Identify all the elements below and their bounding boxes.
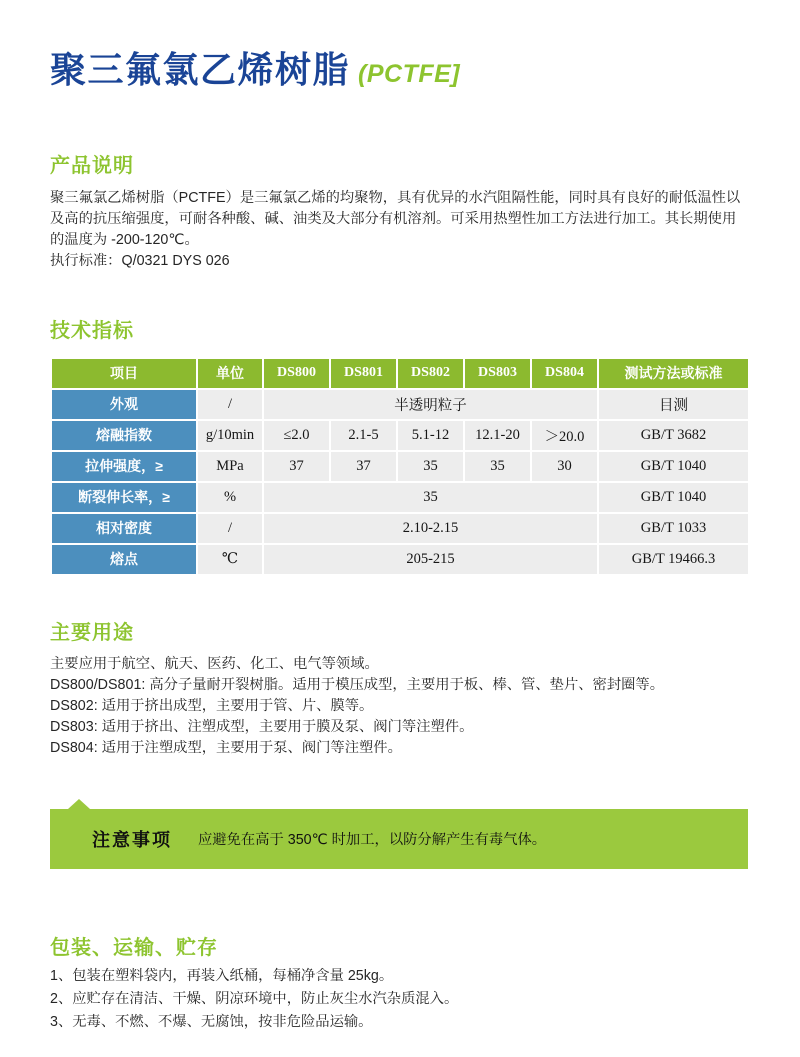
section-description [50, 153, 750, 272]
row-label: 相对密度 [51, 513, 197, 544]
col-header-ds800: DS800 [263, 358, 330, 389]
table-row-tensile [51, 451, 749, 482]
row-label: 外观 [51, 389, 197, 420]
uses-list [50, 654, 750, 759]
col-header-ds802: DS802 [397, 358, 464, 389]
row-label: 断裂伸长率，≥ [51, 482, 197, 513]
col-header-ds804: DS804 [531, 358, 598, 389]
specs-table [50, 357, 750, 576]
uses-line: DS802: 适用于挤出成型，主要用于管、片、膜等。 [50, 697, 374, 714]
col-header-ds803: DS803 [464, 358, 531, 389]
cell-method: GB/T 1040 [598, 451, 749, 482]
cell-unit: / [197, 513, 263, 544]
cell-ds804: 30 [531, 451, 598, 482]
col-header-ds801: DS801 [330, 358, 397, 389]
uses-heading: 主要用途 [50, 621, 134, 644]
description-standard: 执行标准：Q/0321 DYS 026 [50, 252, 230, 269]
cell-value-span: 35 [263, 482, 598, 513]
packaging-heading: 包装、运输、贮存 [50, 936, 218, 959]
page-title-suffix: (PCTFE] [358, 60, 461, 88]
cell-value-span: 205-215 [263, 544, 598, 575]
cell-unit: % [197, 482, 263, 513]
table-row-melt-index [51, 420, 749, 451]
col-header-method: 测试方法或标准 [598, 358, 749, 389]
table-row-appearance [51, 389, 749, 420]
table-row-melting-point [51, 544, 749, 575]
description-body: 聚三氟氯乙烯树脂（PCTFE）是三氟氯乙烯的均聚物，具有优异的水汽阻隔性能，同时具有良好的耐低温性以及高的抗压缩强度，可耐各种酸、碱、油类及大部分有机溶剂。可采用热塑性加工方法进行加工。其长期使用的温度为 -200-120℃。 [50, 189, 741, 248]
cell-unit: ℃ [197, 544, 263, 575]
page-title-text: 聚三氟氯乙烯树脂 [50, 49, 351, 90]
section-uses [50, 620, 750, 759]
cell-ds800: 37 [263, 451, 330, 482]
specs-header-row [51, 358, 749, 389]
section-packaging [50, 935, 750, 1034]
uses-line: 主要应用于航空、航天、医药、化工、电气等领域。 [50, 655, 379, 672]
packaging-line: 2、应贮存在清洁、干燥、阴凉环境中，防止灰尘水汽杂质混入。 [50, 990, 459, 1007]
uses-line: DS800/DS801: 高分子量耐开裂树脂。适用于模压成型，主要用于板、棒、管、垫片、密封圈等。 [50, 676, 665, 693]
col-header-unit: 单位 [197, 358, 263, 389]
cell-ds804: ＞20.0 [531, 420, 598, 451]
uses-line: DS803: 适用于挤出、注塑成型，主要用于膜及泵、阀门等注塑件。 [50, 718, 474, 735]
row-label: 拉伸强度，≥ [51, 451, 197, 482]
specs-heading: 技术指标 [50, 319, 134, 342]
cell-value-span: 半透明粒子 [263, 389, 598, 420]
notice-callout [50, 809, 748, 869]
cell-method: GB/T 19466.3 [598, 544, 749, 575]
table-row-density [51, 513, 749, 544]
cell-ds800: ≤2.0 [263, 420, 330, 451]
packaging-line: 1、包装在塑料袋内，再装入纸桶，每桶净含量 25kg。 [50, 967, 394, 984]
cell-unit: / [197, 389, 263, 420]
cell-ds802: 5.1-12 [397, 420, 464, 451]
packaging-list [50, 965, 750, 1034]
cell-ds802: 35 [397, 451, 464, 482]
section-specs [50, 318, 750, 576]
cell-method: GB/T 1033 [598, 513, 749, 544]
col-header-item: 项目 [51, 358, 197, 389]
cell-method: 目测 [598, 389, 749, 420]
cell-ds801: 37 [330, 451, 397, 482]
cell-ds803: 35 [464, 451, 531, 482]
page-title [50, 46, 750, 95]
table-row-elongation [51, 482, 749, 513]
packaging-line: 3、无毒、不燃、不爆、无腐蚀，按非危险品运输。 [50, 1013, 373, 1030]
cell-method: GB/T 1040 [598, 482, 749, 513]
cell-ds803: 12.1-20 [464, 420, 531, 451]
callout-notch-triangle [68, 799, 90, 809]
description-heading: 产品说明 [50, 154, 134, 177]
notice-text: 应避免在高于 350℃ 时加工，以防分解产生有毒气体。 [198, 831, 547, 848]
row-label: 熔融指数 [51, 420, 197, 451]
cell-unit: MPa [197, 451, 263, 482]
cell-value-span: 2.10-2.15 [263, 513, 598, 544]
notice-heading: 注意事项 [92, 829, 172, 850]
uses-line: DS804: 适用于注塑成型，主要用于泵、阀门等注塑件。 [50, 739, 402, 756]
cell-ds801: 2.1-5 [330, 420, 397, 451]
cell-unit: g/10min [197, 420, 263, 451]
cell-method: GB/T 3682 [598, 420, 749, 451]
row-label: 熔点 [51, 544, 197, 575]
